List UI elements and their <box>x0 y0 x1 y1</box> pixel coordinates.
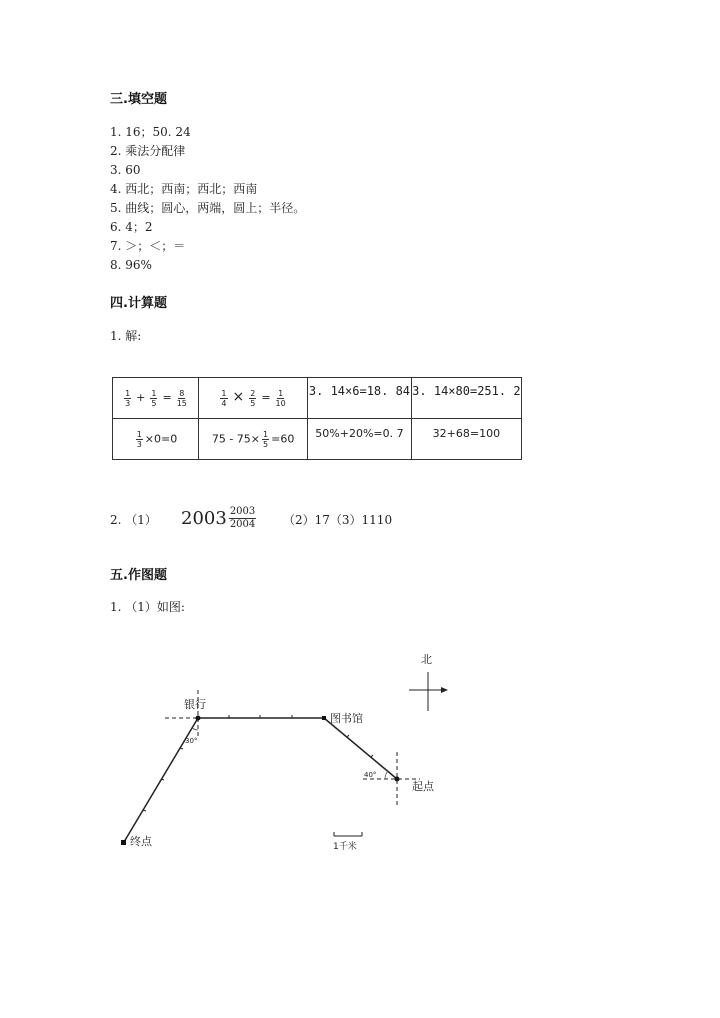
calc-cell-r2c2: 75 - 75× $\frac{1}{5}$ =60 <box>198 419 307 460</box>
bank-point <box>196 716 201 721</box>
section3-title: 三.填空题 <box>110 92 167 107</box>
answer-2: 2. 乘法分配律 <box>110 144 186 158</box>
end-label: 终点 <box>130 835 152 848</box>
mixed-number: 2003 $\frac{2003}{2004}$ <box>181 506 256 530</box>
start-label: 起点 <box>412 780 434 793</box>
compass-icon <box>409 672 448 711</box>
calc-cell-r1c3: 3. 14×6=18. 84 <box>308 378 412 419</box>
answer-3: 3. 60 <box>110 163 141 177</box>
calc-cell-r1c1: $\frac{1}{3}$ + $\frac{1}{5}$ = $\frac{8}{15}$ <box>113 378 199 419</box>
scale-bar <box>334 832 362 836</box>
library-point <box>322 716 326 720</box>
calc-q1-label: 1. 解: <box>110 329 142 343</box>
calc-cell-r1c4: 3. 14×80=251. 2 <box>411 378 521 419</box>
end-point <box>121 840 126 845</box>
library-label: 图书馆 <box>330 712 363 725</box>
calc-q2-rest: （2）17（3）1110 <box>283 513 393 527</box>
answer-7: 7. ＞；＜；＝ <box>110 239 186 253</box>
draw-q1-label: 1. （1）如图: <box>110 600 185 614</box>
angle-label-bank: 30° <box>185 737 198 745</box>
calc-cell-r2c3: 50%+20%=0. 7 <box>308 419 412 460</box>
section5-title: 五.作图题 <box>110 568 167 583</box>
calc-q2-label: 2. （1） <box>110 513 157 527</box>
calc-cell-r2c1: $\frac{1}{3}$ ×0=0 <box>113 419 199 460</box>
calc-cell-r1c2: $\frac{1}{4}$ × $\frac{2}{5}$ = $\frac{1}{10}$ <box>198 378 307 419</box>
answer-5: 5. 曲线；圆心，两端，圆上；半径。 <box>110 201 306 215</box>
bank-label: 银行 <box>184 698 206 711</box>
fraction: $\frac{1}{3}$ <box>125 388 131 408</box>
angle-arc-start <box>385 771 388 779</box>
calc-cell-r2c4: 32+68=100 <box>411 419 521 460</box>
answer-1: 1. 16；50. 24 <box>110 125 191 139</box>
angle-arc-bank <box>192 728 198 730</box>
angle-label-start: 40° <box>364 771 377 779</box>
start-point <box>395 777 400 782</box>
section4-title: 四.计算题 <box>110 296 167 311</box>
scale-label: 1千米 <box>333 842 357 852</box>
answer-8: 8. 96% <box>110 258 152 272</box>
answer-4: 4. 西北；西南；西北；西南 <box>110 182 258 196</box>
fraction: $\frac{1}{4}$ <box>221 388 227 408</box>
route-path <box>124 718 397 842</box>
north-label: 北 <box>421 653 432 666</box>
answer-6: 6. 4；2 <box>110 220 153 234</box>
